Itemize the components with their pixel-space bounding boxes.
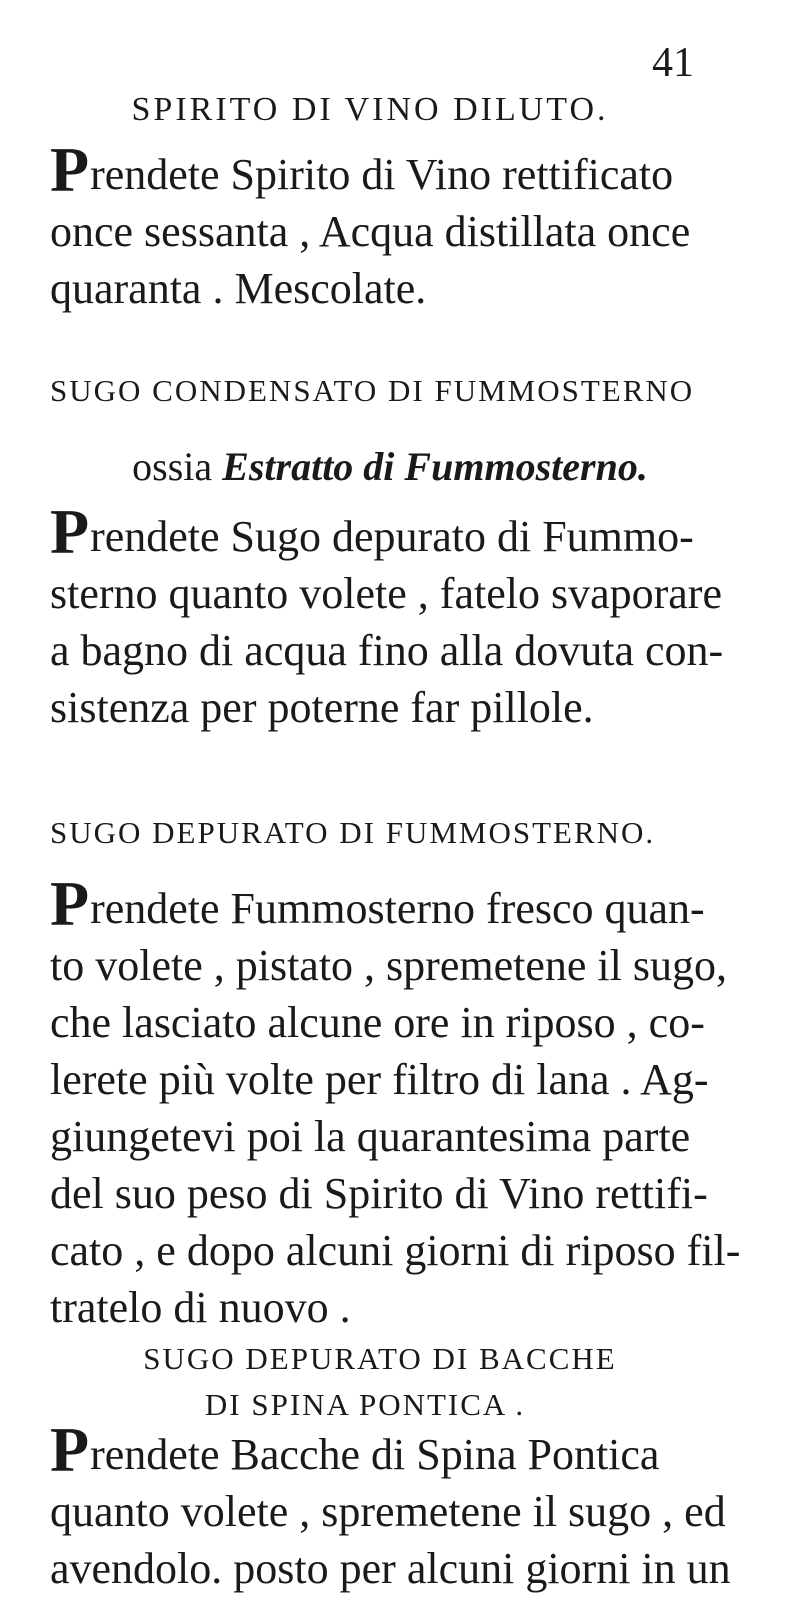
paragraph	[50, 868, 770, 1336]
text-line: to volete , pistato , spremetene il sugo,	[50, 941, 727, 990]
text-line: giungetevi poi la quarantesima parte	[50, 1112, 691, 1161]
drop-cap: P	[50, 496, 90, 567]
subheading-italic: Estratto di Fummosterno.	[222, 444, 648, 489]
section-heading: SUGO CONDENSATO DI FUMMOSTERNO	[50, 373, 695, 408]
text-line: Prendete Fummosterno fresco quan-	[50, 868, 705, 939]
text-line: lerete più volte per filtro di lana . Ag-	[50, 1055, 709, 1104]
running-head: SPIRITO DI VINO DILUTO.	[131, 91, 609, 128]
section-heading: SUGO DEPURATO DI FUMMOSTERNO.	[50, 815, 656, 850]
section-sugo-depurato-body	[50, 868, 770, 1336]
section-sugo-condensato-body	[50, 496, 770, 736]
text-line: Prendete Sugo depurato di Fummo-	[50, 496, 694, 567]
section-spirito-di-vino-diluto	[50, 134, 770, 317]
paragraph	[50, 1414, 770, 1597]
text-line: tratelo di nuovo .	[50, 1283, 351, 1332]
text-line: quanto volete , spremetene il sugo , ed	[50, 1487, 726, 1536]
text-line: sterno quanto volete , fatelo svaporare	[50, 569, 722, 618]
text-line: che lasciato alcune ore in riposo , co-	[50, 998, 705, 1047]
text-line: Prendete Bacche di Spina Pontica	[50, 1414, 660, 1485]
text-line: sistenza per poterne far pillole.	[50, 683, 594, 732]
text-line: avendolo. posto per alcuni giorni in un	[50, 1544, 731, 1593]
section-bacche-spina-pontica	[50, 1338, 770, 1426]
section-bacche-body	[50, 1414, 770, 1597]
drop-cap: P	[50, 1414, 90, 1485]
page-number: 41	[652, 40, 694, 86]
text-line: del suo peso di Spirito di Vino rettifi-	[50, 1169, 708, 1218]
text-line: a bagno di acqua fino alla dovuta con-	[50, 626, 724, 675]
section-heading: SUGO DEPURATO DI BACCHE	[143, 1341, 617, 1376]
section-subheading-wrap	[50, 442, 770, 492]
drop-cap: P	[50, 868, 90, 939]
section-subheading	[50, 442, 770, 492]
subheading-prefix: ossia	[132, 444, 213, 489]
text-line: Prendete Spirito di Vino rettificato	[50, 134, 674, 205]
section-sugo-depurato	[50, 812, 770, 854]
text-line: quaranta . Mescolate.	[50, 264, 427, 313]
paragraph	[50, 496, 770, 736]
section-heading: DI SPINA PONTICA .	[204, 1387, 526, 1422]
text-line: cato , e dopo alcuni giorni di riposo fil-	[50, 1226, 741, 1275]
section-sugo-condensato	[50, 370, 770, 412]
text-line: once sessanta , Acqua distillata once	[50, 207, 691, 256]
paragraph	[50, 134, 770, 317]
drop-cap: P	[50, 134, 90, 205]
